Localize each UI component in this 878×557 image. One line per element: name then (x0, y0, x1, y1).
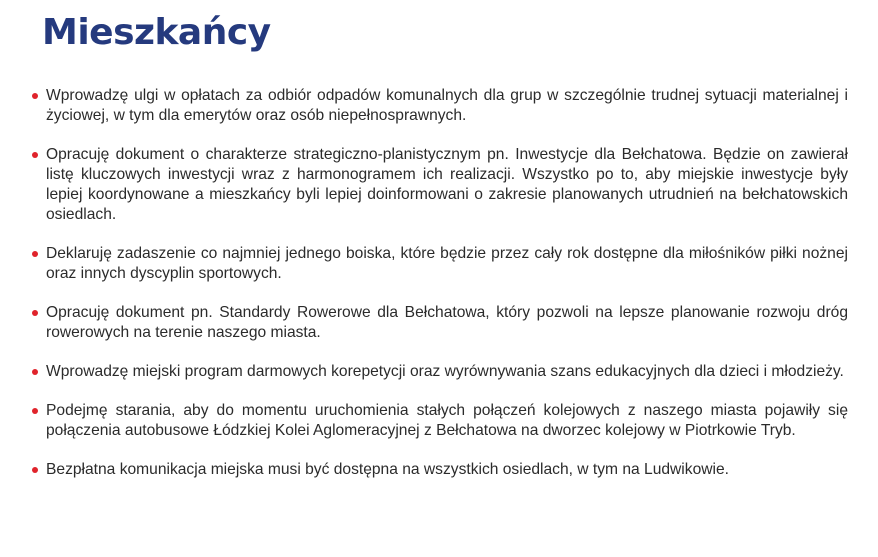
bullet-dot-icon (32, 310, 38, 316)
list-item (32, 303, 848, 343)
bullet-dot-icon (32, 369, 38, 375)
list-item (32, 460, 848, 480)
list-item-text: Deklaruję zadaszenie co najmniej jednego boiska, które będzie przez cały rok dostępne dla miłośników piłki nożnej oraz innych dyscyplin sportowych. (46, 245, 848, 282)
list-item-text: Wprowadzę ulgi w opłatach za odbiór odpadów komunalnych dla grup w szczególnie trudnej sytuacji materialnej i życiowej, w tym dla emerytów oraz osób niepełnosprawnych. (46, 87, 848, 124)
list-item-text: Opracuję dokument o charakterze strategiczno-planistycznym pn. Inwestycje dla Bełchatowa. Będzie on zawierał listę kluczowych inwestycji wraz z harmonogramem ich realizacji. Wszystko po to, aby miejskie inwestycje były lepiej koordynowane a mieszkańcy byli lepiej doinformowani o zakresie planowanych utrudnień na bełchatowskich osiedlach. (46, 146, 848, 223)
bullet-dot-icon (32, 467, 38, 473)
list-item (32, 401, 848, 441)
page-title: Mieszkańcy (42, 12, 271, 53)
list-item-text: Opracuję dokument pn. Standardy Rowerowe dla Bełchatowa, który pozwoli na lepsze planowanie rozwoju dróg rowerowych na terenie naszego miasta. (46, 304, 848, 341)
bullet-dot-icon (32, 408, 38, 414)
list-item-text: Podejmę starania, aby do momentu uruchomienia stałych połączeń kolejowych z naszego miasta pojawiły się połączenia autobusowe Łódzkiej Kolei Aglomeracyjnej z Bełchatowa na dworzec kolejowy w Piotrkowie Tryb. (46, 402, 848, 439)
list-item (32, 244, 848, 284)
list-item-text: Bezpłatna komunikacja miejska musi być dostępna na wszystkich osiedlach, w tym na Ludwikowie. (46, 461, 729, 478)
bullet-dot-icon (32, 152, 38, 158)
list-item (32, 86, 848, 126)
bullet-dot-icon (32, 251, 38, 257)
list-item (32, 145, 848, 225)
list-item-text: Wprowadzę miejski program darmowych korepetycji oraz wyrównywania szans edukacyjnych dla dzieci i młodzieży. (46, 363, 844, 380)
list-item (32, 362, 848, 382)
bullet-dot-icon (32, 93, 38, 99)
bullet-list (32, 86, 848, 499)
